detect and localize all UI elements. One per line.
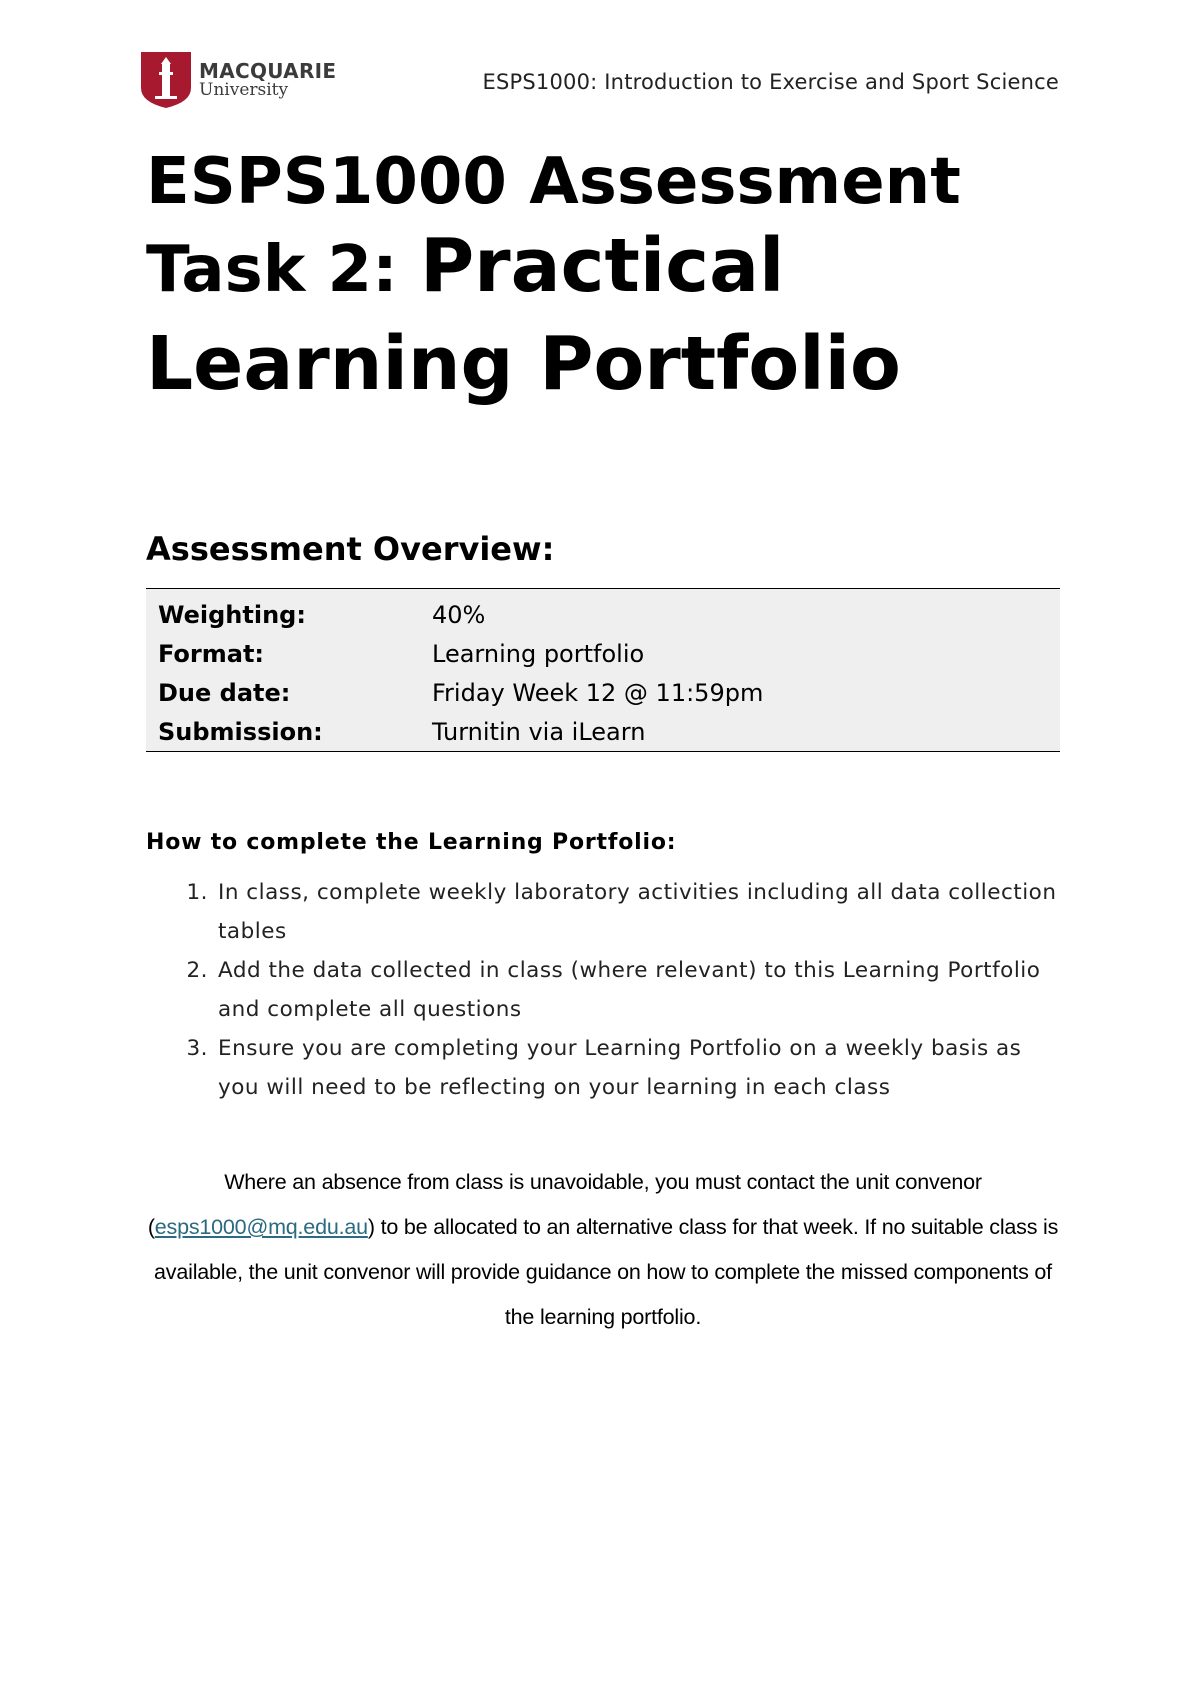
title-line-2a: Task 2:: [146, 233, 420, 307]
step-number: 1.: [186, 880, 208, 905]
logo-wordmark: MACQUARIE: [199, 59, 337, 83]
step-text: Ensure you are completing your Learning Portfolio on a weekly basis as you will need to be reflecting on your learning in each class: [218, 1036, 1022, 1100]
step-text: Add the data collected in class (where relevant) to this Learning Portfolio and complete all questions: [218, 958, 1041, 1022]
step-number: 3.: [186, 1036, 208, 1061]
document-title: [146, 140, 1046, 406]
absence-paragraph: [146, 1160, 1060, 1340]
university-crest-icon: [141, 52, 191, 108]
assessment-overview-table: [146, 588, 1060, 752]
title-line-3: Learning Portfolio: [146, 321, 901, 407]
overview-value: Learning portfolio: [432, 639, 645, 668]
overview-row-format: [146, 634, 1060, 673]
overview-value: Friday Week 12 @ 11:59pm: [432, 678, 764, 707]
overview-row-due-date: [146, 673, 1060, 712]
overview-label: Due date:: [158, 678, 291, 707]
absence-text-before: Where an absence from class is unavoidable, you must contact the unit convenor (: [147, 1170, 982, 1239]
list-item: [146, 1029, 1066, 1107]
list-item: [146, 873, 1066, 951]
overview-row-weighting: [146, 595, 1060, 634]
convenor-email-link[interactable]: esps1000@mq.edu.au: [154, 1215, 368, 1239]
overview-value: 40%: [432, 600, 486, 629]
overview-heading: Assessment Overview:: [146, 530, 555, 568]
running-header-title: ESPS1000: Introduction to Exercise and Sport Science: [482, 70, 1059, 94]
overview-label: Submission:: [158, 717, 323, 746]
university-logo: [141, 52, 336, 108]
title-line-2b: Practical: [419, 223, 785, 309]
step-text: In class, complete weekly laboratory activities including all data collection tables: [218, 880, 1057, 944]
overview-row-submission: [146, 712, 1060, 751]
logo-subtitle: University: [199, 80, 289, 100]
step-number: 2.: [186, 958, 208, 983]
overview-value: Turnitin via iLearn: [432, 717, 646, 746]
overview-label: Weighting:: [158, 600, 306, 629]
list-item: [146, 951, 1066, 1029]
overview-label: Format:: [158, 639, 265, 668]
steps-list: [146, 873, 1066, 1107]
howto-heading: How to complete the Learning Portfolio:: [146, 830, 677, 855]
title-line-1: ESPS1000 Assessment: [146, 145, 961, 219]
absence-text-after: ) to be allocated to an alternative class for that week. If no suitable class is available, the unit convenor will provide guidance on how to complete the missed components of the learning portfolio.: [154, 1215, 1059, 1329]
